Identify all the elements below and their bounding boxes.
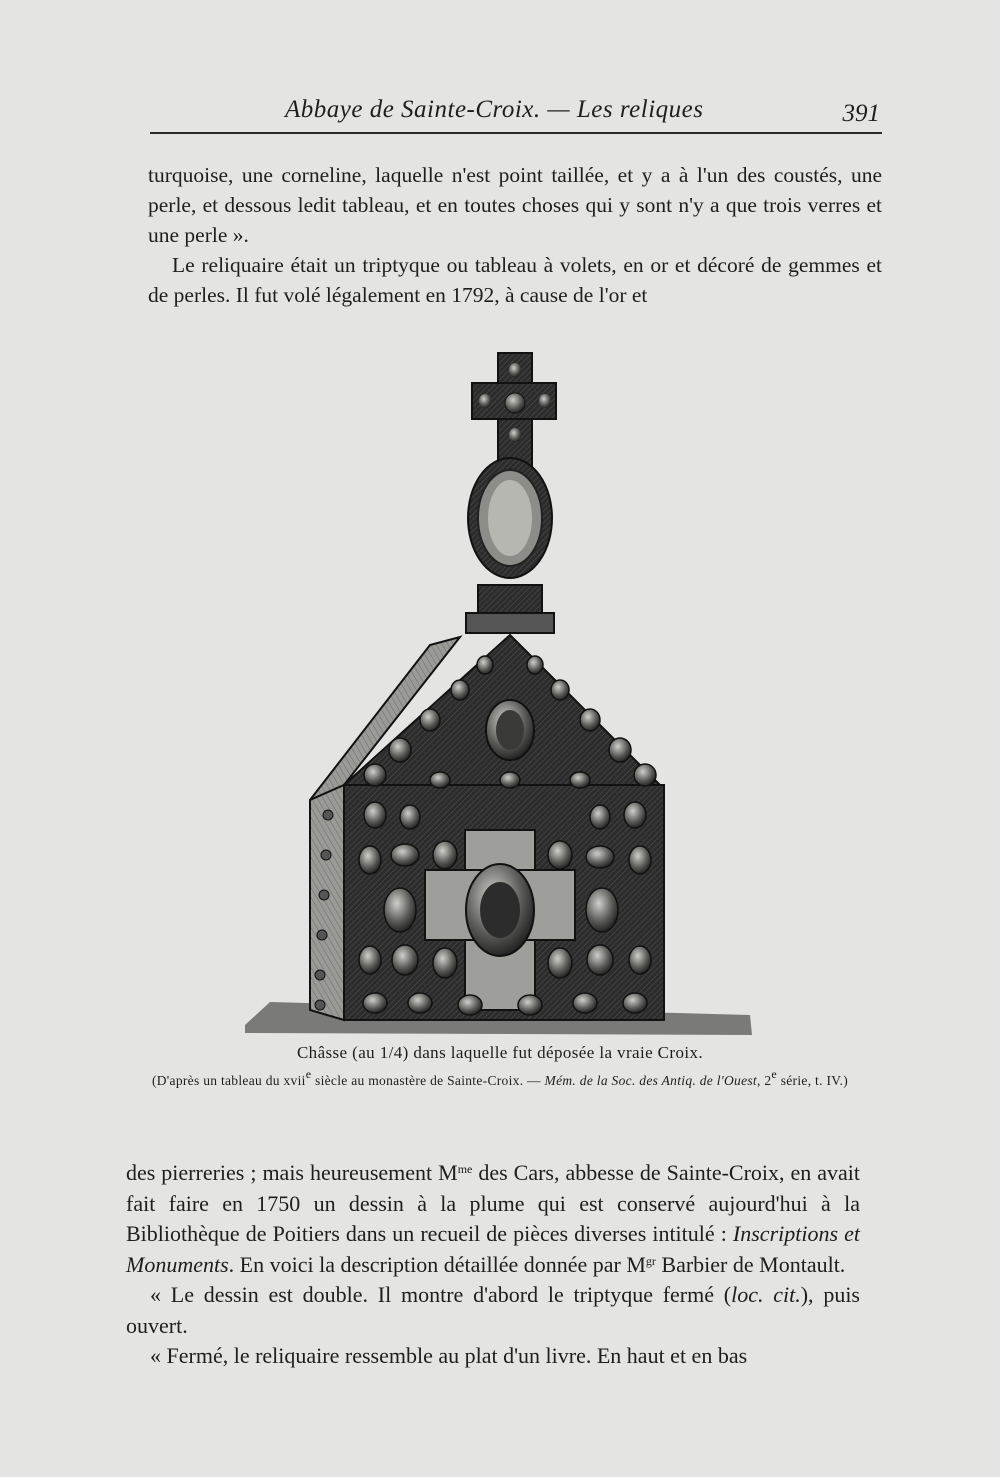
p3-text-c: . En voici la description détaillée donnée par M — [228, 1251, 646, 1277]
p4-text-b: ), puis ouvert. — [126, 1282, 860, 1338]
oval-medallion — [468, 458, 552, 578]
p3-sup-2: gr — [645, 1253, 656, 1268]
p3-text-b: des Cars, abbesse de Sainte-Croix, en avait fait faire en 1750 un dessin à la plume qui est conservé aujourd'hui à la Bibliothèque de Poitiers dans un recueil de pièces diverses intitulé : — [126, 1160, 861, 1246]
p3-text-a: des pierreries ; mais heureusement M — [126, 1160, 458, 1185]
reliquary-illustration — [240, 345, 760, 1040]
paragraph-2: Le reliquaire était un triptyque ou tableau à volets, en or et décoré de gemmes et de perles. Il fut volé légalement en 1792, à cause de l'or et — [148, 253, 882, 307]
credit-text-1: (D'après un tableau du xvii — [151, 1073, 306, 1088]
credit-sup-2: e — [771, 1067, 778, 1081]
credit-journal: Mém. de la Soc. des Antiq. de l'Ouest — [544, 1073, 757, 1088]
figure-caption: Châsse (au 1/4) dans laquelle fut déposée la vraie Croix. — [296, 1043, 704, 1062]
running-title: Abbaye de Sainte-Croix. — Les reliques — [285, 96, 704, 123]
paragraph-4 — [126, 1280, 860, 1341]
reliquary-engraving — [240, 345, 760, 1040]
paragraph-3 — [126, 1158, 860, 1280]
paragraph-1: turquoise, une corneline, laquelle n'est point taillée, et y a à l'un des coustés, une perle, et dessous ledit tableau, et en toutes choses qui y sont n'y a que trois verres et une perle ». — [148, 163, 882, 247]
p4-italic: loc. cit. — [731, 1282, 801, 1307]
p3-italic-title: Inscriptions et Monuments — [126, 1221, 860, 1277]
bottom-text-block — [126, 1158, 860, 1372]
p4-text-a: « Le dessin est double. Il montre d'abord le triptyque fermé ( — [150, 1282, 732, 1307]
credit-sup-1: e — [305, 1067, 312, 1081]
page-number: 391 — [842, 100, 880, 127]
top-text-block — [148, 160, 882, 310]
paragraph-5: « Fermé, le reliquaire ressemble au plat d'un livre. En haut et en bas — [150, 1343, 748, 1368]
figure-credit — [150, 1067, 850, 1091]
credit-text-3: , 2 — [756, 1073, 772, 1088]
credit-text-4: série, t. IV.) — [777, 1073, 849, 1088]
running-header — [150, 92, 882, 134]
p3-sup-1: me — [457, 1162, 473, 1176]
p3-text-d: Barbier de Montault. — [655, 1251, 846, 1277]
credit-text-2: siècle au monastère de Sainte-Croix. — — [311, 1073, 545, 1088]
